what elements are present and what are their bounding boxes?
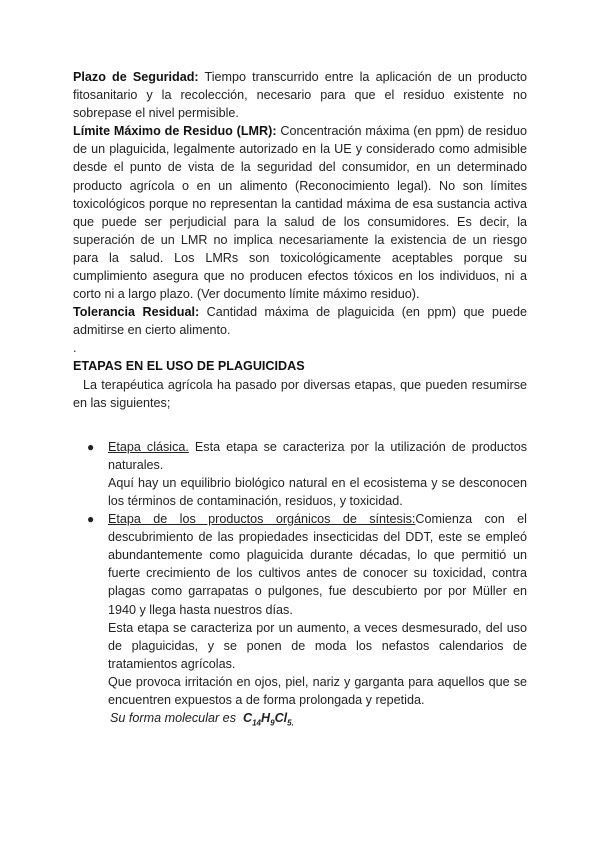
bullet-icon: ● xyxy=(87,512,95,527)
definition-text: Cantidad máxima de plaguicida (en ppm) que puede admitirse en cierto alimento. xyxy=(73,305,527,338)
formula-element: C xyxy=(243,711,253,726)
separator-dot: . xyxy=(73,341,77,356)
stage-lead xyxy=(108,438,527,474)
definition-text: Concentración máxima (en ppm) de residuo de un plaguicida, legalmente autorizado en la UE y considerado como admisible desde el punto de vista de la seguridad del consumidor, en un determinado producto agrícola o en un alimento (Reconocimiento legal). No son límites toxicológicos porque no representan la cantidad máxima de esa sustancia activa que puede ser perjudicial para la salud de los consumidores. Es decir, la superación de un LMR no implica necesariamente la existencia de un riesgo para la salud. Los LMRs son toxicológicamente aceptables porque su cumplimiento asegura que no producen efectos tóxicos en los individuos, ni a corto ni a largo plazo. (Ver documento límite máximo residuo). xyxy=(73,124,527,302)
definition-term: Tolerancia Residual: xyxy=(73,305,200,320)
stage-paragraph: Que provoca irritación en ojos, piel, nariz y garganta para aquellos que se encuentren expuestos a de forma prolongada y repetida. xyxy=(108,674,527,707)
formula-subscript: 9 xyxy=(270,718,275,728)
stage-paragraph: Aquí hay un equilibrio biológico natural en el ecosistema y se desconocen los términos de contaminación, residuos, y toxicidad. xyxy=(108,475,527,508)
formula-element: Cl xyxy=(274,711,288,726)
stage-text: Comienza con el descubrimiento de las propiedades insecticidas del DDT, este se empleó abundantemente como plaguicida durante décadas, lo que permitió un fuerte crecimiento de los cultivos antes de conocer su toxicidad, contra plagas como garrapatas o pulgones, fue descubierto por por Müller en 1940 y llega hasta nuestros días. xyxy=(108,512,527,617)
formula-label: Su forma molecular es xyxy=(110,711,236,726)
document-page xyxy=(73,68,527,733)
section-heading: ETAPAS EN EL USO DE PLAGUICIDAS xyxy=(73,359,305,374)
stage-paragraph: Esta etapa se caracteriza por un aumento, a veces desmesurado, del uso de plaguicidas, y se ponen de moda los nefastos calendarios de tratamientos agrícolas. xyxy=(108,620,527,671)
definition-lmr xyxy=(73,122,527,303)
definition-term: Límite Máximo de Residuo (LMR): xyxy=(73,124,277,139)
stages-list xyxy=(73,438,527,733)
list-item xyxy=(73,438,527,510)
definition-term: Plazo de Seguridad: xyxy=(73,70,199,84)
definition-plazo xyxy=(73,68,527,122)
stage-text: Esta etapa se caracteriza por la utilización de productos naturales. xyxy=(108,439,528,472)
bullet-icon: ● xyxy=(87,439,95,454)
molecular-formula xyxy=(110,709,527,733)
list-item xyxy=(73,510,527,733)
stage-title: Etapa clásica. xyxy=(108,439,189,454)
formula-subscript: 5. xyxy=(287,718,294,728)
stage-lead xyxy=(108,510,527,619)
formula-element: H xyxy=(261,711,271,726)
section-intro: La terapéutica agrícola ha pasado por diversas etapas, que pueden resumirse en las siguientes; xyxy=(73,377,527,410)
definition-tolerancia xyxy=(73,303,527,339)
spacer xyxy=(73,412,527,438)
formula-subscript: 14 xyxy=(252,718,262,728)
stage-title: Etapa de los productos orgánicos de síntesis: xyxy=(108,512,416,527)
definition-text: Tiempo transcurrido entre la aplicación de un producto fitosanitario y la recolección, necesario para que el residuo existente no sobrepase el nivel permisible. xyxy=(73,70,527,121)
